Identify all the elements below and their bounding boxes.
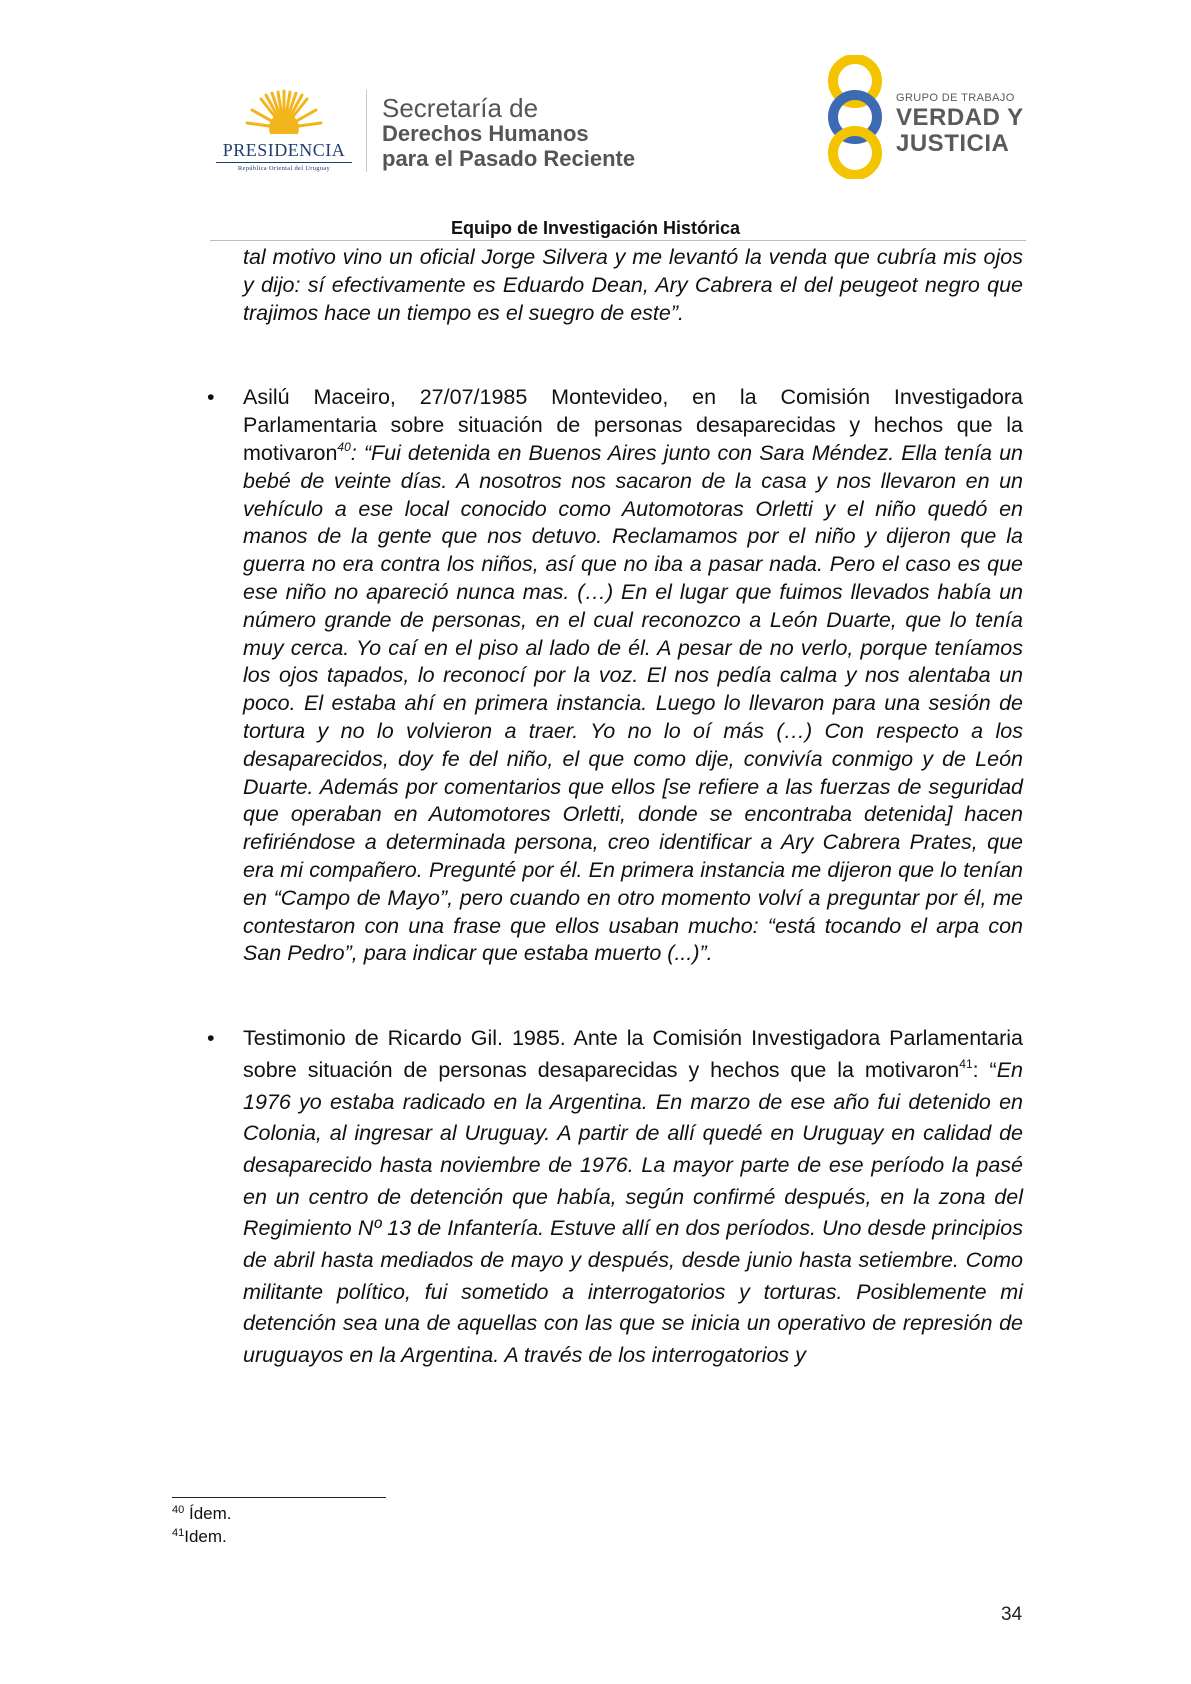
testimony-gil [243, 1023, 1023, 1372]
grupo-line-3: JUSTICIA [896, 130, 1010, 157]
testimony-quote: En 1976 yo estaba radicado en la Argentina. En marzo de ese año fui detenido en Colonia, al ingresar al Uruguay. A partir de allí quedé en Uruguay en calidad de desaparecido hasta noviembre de 1976. La mayor parte de ese período la pasé en un centro de detención que había, según confirmé después, en la zona del Regimiento Nº 13 de Infantería. Estuve allí en dos períodos. Uno desde principios de abril hasta mediados de mayo y después, desde junio hasta setiembre. Como militante político, fui sometido a interrogatorios y torturas. Posiblemente mi detención sea una de aquellas con las que se inicia un operativo de represión de uruguayos en la Argentina. A través de los interrogatorios y [243, 1057, 1023, 1368]
secretaria-title [382, 93, 636, 171]
grupo-line-2: VERDAD Y [896, 104, 1024, 131]
presidencia-subtitle: República Oriental del Uruguay [237, 165, 331, 172]
list-item [207, 384, 1023, 968]
testimony-quote: : “Fui detenida en Buenos Aires junto con Sara Méndez. Ella tenía un bebé de veinte días. A nosotros nos sacaron de la casa y nos llevaron en un vehículo a ese local conocido como Automotoras Orletti y el niño quedó en manos de la gente que nos detuvo. Reclamamos por el niño y dijeron que la guerra no era contra los niños, así que no iba a pasar nada. Pero el caso es que ese niño no apareció nunca mas. (…) En el lugar que fuimos llevados había un número grande de personas, en el cual reconozco a León Duarte, que lo tenía muy cerca. Yo caí en el piso al lado de él. A pesar de no verlo, porque teníamos los ojos tapados, lo reconocí por la voz. El nos pedía calma y nos alentaba un poco. El estaba ahí en primera instancia. Luego lo llevaron para una sesión de tortura y no lo volvieron a traer. Yo no lo oí más (…) Con respecto a los desaparecidos, doy fe del niño, el que como dije, convivía conmigo y de León Duarte. Además por comentarios que ellos [se refiere a las fuerzas de seguridad que operaban en Automotores Orletti, donde se encontraba detenida] hacen refiriéndose a determinada persona, creo identificar a Ary Cabrera Prates, que era mi compañero. Pregunté por él. En primera instancia me dijeron que lo tenían en “Campo de Mayo”, pero cuando en otro momento volví a preguntar por él, me contestaron con una frase que ellos usaban mucho: “está tocando el arpa con San Pedro”, para indicar que estaba muerto (...)”. [243, 440, 1023, 966]
secretaria-line-1: Secretaría de [382, 93, 539, 123]
testimony-colon: : “ [972, 1057, 997, 1082]
footnote-text: Ídem. [184, 1504, 232, 1523]
footnote-number: 40 [172, 1504, 185, 1516]
presidencia-rule [216, 162, 352, 163]
team-heading: Equipo de Investigación Histórica [450, 218, 741, 238]
page-header [0, 0, 1191, 245]
chain-rings-icon [818, 55, 892, 179]
page-number: 34 [1001, 1604, 1023, 1625]
footnote-ref[interactable]: 40 [337, 439, 351, 454]
logo-divider [366, 90, 367, 172]
footnote-number: 41 [172, 1527, 185, 1539]
footnotes [172, 1502, 232, 1548]
list-item [207, 1023, 1023, 1372]
testimony-intro: Testimonio de Ricardo Gil. 1985. Ante la Comisión Investigadora Parlamentaria sobre situación de personas desaparecidas y hechos que la motivaron [243, 1026, 1023, 1082]
footnote-text: Idem. [184, 1527, 227, 1546]
bullet-icon: • [207, 385, 215, 410]
presidencia-logo [210, 88, 358, 178]
testimony-maceiro [243, 384, 1023, 968]
grupo-line-1: GRUPO DE TRABAJO [896, 92, 1015, 104]
footnote-ref[interactable]: 41 [959, 1056, 973, 1071]
secretaria-line-2: Derechos Humanos [382, 121, 589, 146]
footnote-40 [172, 1502, 232, 1525]
header-rule [210, 240, 1026, 241]
testimony-intro: Asilú Maceiro, 27/07/1985 Montevideo, en la Comisión Investigadora Parlamentaria sobre situación de personas desaparecidas y hechos que la motivaron [243, 385, 1023, 465]
bullet-icon: • [207, 1026, 215, 1051]
secretaria-line-3: para el Pasado Reciente [382, 146, 636, 171]
presidencia-wordmark: PRESIDENCIA [222, 140, 346, 160]
footnote-separator [172, 1497, 386, 1498]
sun-icon [244, 88, 324, 140]
continued-quote: tal motivo vino un oficial Jorge Silvera y me levantó la venda que cubría mis ojos y dijo: sí efectivamente es Eduardo Dean, Ary Cabrera el del peugeot negro que trajimos hace un tiempo es el suegro de este”. [243, 245, 1023, 325]
document-body [207, 244, 1023, 1372]
footnote-41 [172, 1525, 232, 1548]
grupo-trabajo-logo-text [896, 91, 1024, 157]
